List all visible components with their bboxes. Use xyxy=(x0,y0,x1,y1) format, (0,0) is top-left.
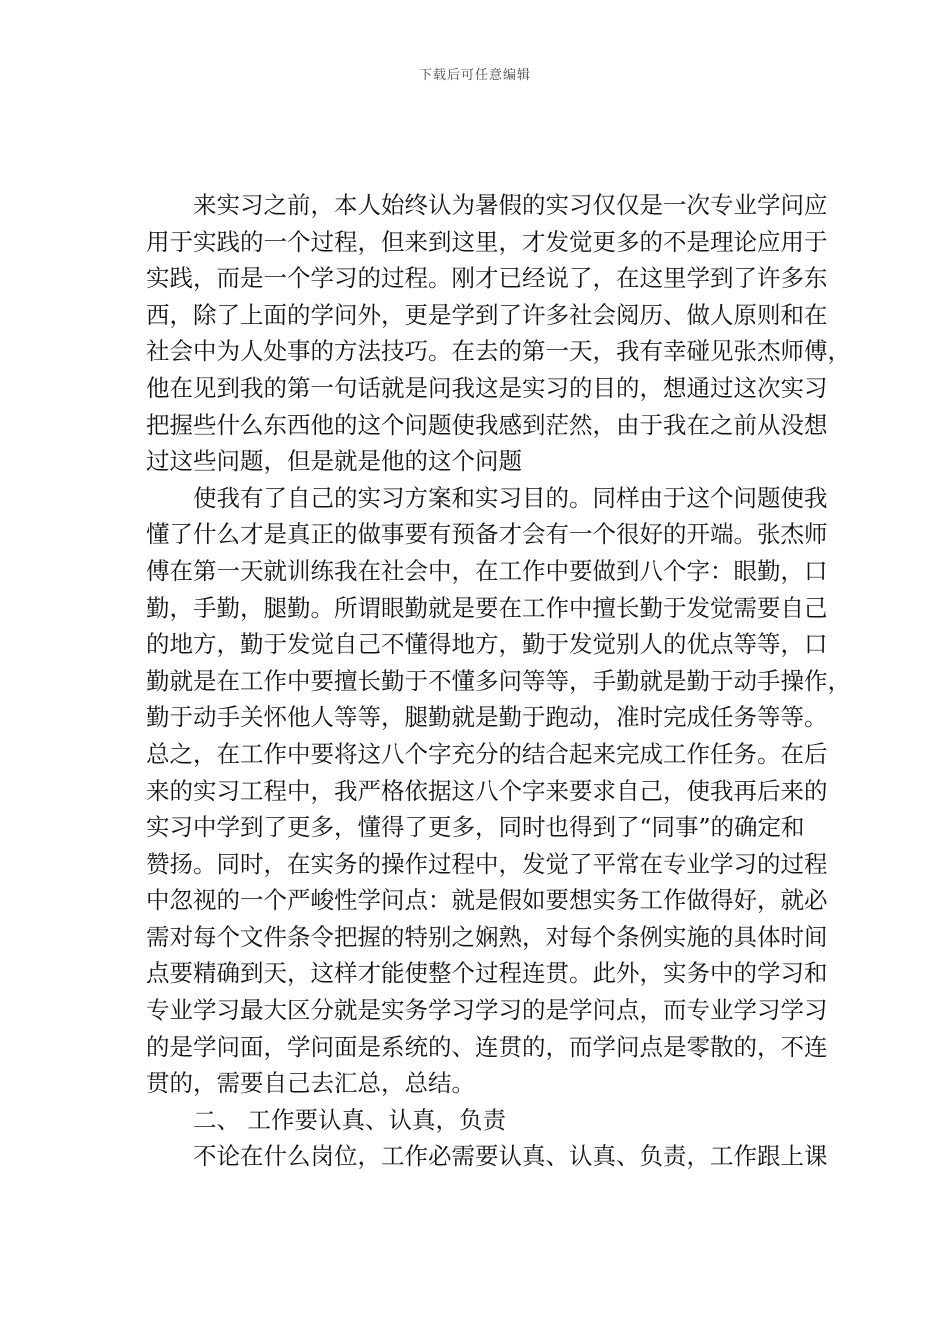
text-line: 赞扬。同时，在实务的操作过程中，发觉了平常在专业学习的过程 xyxy=(146,849,828,878)
text-line: 勤，手勤，腿勤。所谓眼勤就是要在工作中擅长勤于发觉需要自己 xyxy=(146,593,828,622)
document-body xyxy=(146,187,851,1175)
text-line: 傅在第一天就训练我在社会中，在工作中要做到八个字：眼勤，口 xyxy=(146,556,828,585)
text-line: 的是学问面，学问面是系统的、连贯的，而学问点是零散的，不连 xyxy=(146,1032,828,1061)
text-line: 点要精确到天，这样才能使整个过程连贯。此外，实务中的学习和 xyxy=(146,959,828,988)
text-line: 来实习之前，本人始终认为暑假的实习仅仅是一次专业学问应 xyxy=(193,191,828,219)
text-line: 贯的，需要自己去汇总，总结。 xyxy=(146,1069,475,1098)
text-line: 勤于动手关怀他人等等，腿勤就是勤于跑动，准时完成任务等等。 xyxy=(146,703,828,732)
text-line: 使我有了自己的实习方案和实习目的。同样由于这个问题使我 xyxy=(193,483,828,512)
text-line: 他在见到我的第一句话就是问我这是实习的目的，想通过这次实习 xyxy=(146,373,828,402)
text-line: 中忽视的一个严峻性学问点：就是假如要想实务工作做得好，就必 xyxy=(146,886,828,915)
text-line: 不论在什么岗位，工作必需要认真、认真、负责，工作跟上课 xyxy=(193,1142,828,1171)
text-line: 用于实践的一个过程，但来到这里，才发觉更多的不是理论应用于 xyxy=(146,227,828,256)
text-line: 实践，而是一个学习的过程。刚才已经说了，在这里学到了许多东 xyxy=(146,264,828,293)
text-line: 来的实习工程中，我严格依据这八个字来要求自己，使我再后来的 xyxy=(146,776,828,805)
text-line: 过这些问题，但是就是他的这个问题 xyxy=(146,447,522,476)
text-line: 社会中为人处事的方法技巧。在去的第一天，我有幸碰见张杰师傅， xyxy=(146,337,851,366)
section-heading: 二、 工作要认真、认真，负责 xyxy=(193,1105,506,1134)
text-line: 的地方，勤于发觉自己不懂得地方，勤于发觉别人的优点等等，口 xyxy=(146,630,828,659)
text-line: 需对每个文件条令把握的特别之娴熟，对每个条例实施的具体时间 xyxy=(146,922,828,951)
text-line: 实习中学到了更多，懂得了更多，同时也得到了“同事”的确定和 xyxy=(146,813,805,842)
header-note: 下载后可任意编辑 xyxy=(418,68,531,83)
text-line: 西，除了上面的学问外，更是学到了许多社会阅历、做人原则和在 xyxy=(146,300,828,329)
text-line: 勤就是在工作中要擅长勤于不懂多问等等，手勤就是勤于动手操作， xyxy=(146,666,851,695)
text-line: 把握些什么东西他的这个问题使我感到茫然，由于我在之前从没想 xyxy=(146,410,828,439)
text-line: 懂了什么才是真正的做事要有预备才会有一个很好的开端。张杰师 xyxy=(146,520,828,549)
text-line: 专业学习最大区分就是实务学习学习的是学问点，而专业学习学习 xyxy=(146,996,828,1025)
text-line: 总之，在工作中要将这八个字充分的结合起来完成工作任务。在后 xyxy=(146,739,828,768)
